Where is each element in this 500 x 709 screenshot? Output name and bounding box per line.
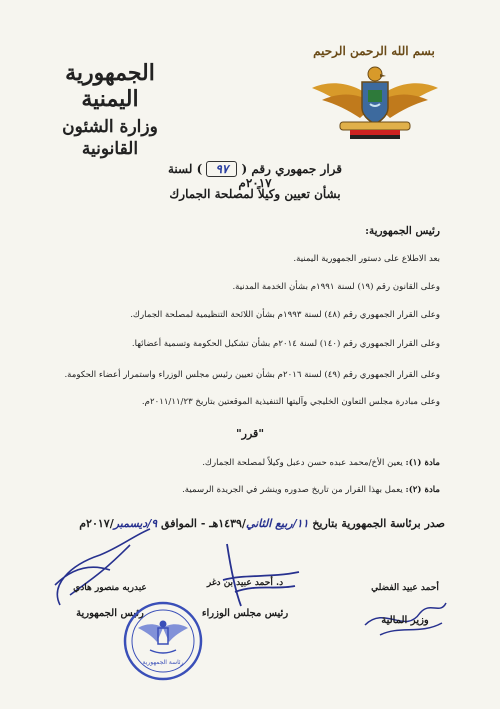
preamble-line: وعلى القرار الجمهوري رقم (١٤٠) لسنة ٢٠١٤م بشأن تشكيل الحكومة وتسمية أعضائها. (131, 339, 440, 349)
hijri-day: ١١/ (292, 517, 309, 530)
prime-minister-signature (190, 578, 300, 619)
decree-subject: بشأن تعيين وكيلاً لمصلحة الجمارك (169, 187, 341, 201)
issued-prefix: صدر برئاسة الجمهورية بتاريخ (312, 517, 445, 530)
preamble-line: وعلى القانون رقم (١٩) لسنة ١٩٩١م بشأن الخدمة المدنية. (232, 282, 440, 292)
title-prefix: قرار جمهوري رقم ( (241, 162, 343, 176)
finance-minister-signature (355, 583, 455, 626)
article-1 (202, 458, 440, 468)
preamble-line: بعد الاطلاع على دستور الجمهورية اليمنية. (293, 254, 440, 264)
decree-title (155, 162, 355, 190)
greg-month: ديسمبر (113, 517, 148, 530)
article-label: مادة (٢): (405, 485, 440, 495)
prime-minister-title: رئيس مجلس الوزراء (201, 608, 289, 619)
prime-minister-name: د. أحمد عبيد بن دغر (206, 578, 284, 588)
preamble-line: وعلى القرار الجمهوري رقم (٤٨) لسنة ١٩٩٣م بشأن اللائحة التنظيمية لمصلحة الجمارك. (130, 310, 440, 320)
article-text: يعين الأخ/محمد عبده حسن دعبل وكيلاً لمصلحة الجمارك. (202, 458, 403, 468)
hijri-year: /١٤٣٩هـ (209, 517, 246, 530)
preamble-heading: رئيس الجمهورية: (365, 225, 440, 237)
president-title: رئيس الجمهورية (76, 608, 144, 619)
article-2 (182, 485, 440, 495)
yemen-emblem-icon (310, 60, 440, 140)
article-label: مادة (١): (405, 458, 440, 468)
government-header (40, 60, 180, 160)
decree-number: ٩٧ (206, 161, 237, 177)
greg-day: ٩/ (147, 517, 158, 530)
finance-minister-name: أحمد عبيد الفضلي (371, 583, 439, 593)
greg-year: /٢٠١٧م (79, 517, 114, 530)
title-suffix: ) لسنة ٢٠١٧م (167, 162, 272, 190)
basmala-text: بسم الله الرحمن الرحيم (313, 44, 435, 58)
date-separator: - الموافق (161, 517, 206, 530)
article-text: يعمل بهذا القرار من تاريخ صدوره وينشر في الجريدة الرسمية. (182, 485, 403, 495)
finance-minister-title: وزير المالية (381, 615, 429, 626)
country-name: الجمهورية اليمنية (65, 60, 155, 112)
ministry-name: وزارة الشئون القانونية (62, 117, 158, 159)
decides-word: قرر (241, 427, 259, 440)
preamble-line: وعلى مبادرة مجلس التعاون الخليجي وآليتها التنفيذية الموقعتين بتاريخ ٢٠١١/١١/٢٣م. (141, 397, 440, 407)
seal-text: رئاسة الجمهورية (142, 659, 184, 666)
hijri-month: ربيع الثاني (245, 517, 293, 530)
presidency-seal-icon (122, 600, 204, 682)
preamble-line: وعلى القرار الجمهوري رقم (٤٩) لسنة ٢٠١٦م بشأن تعيين رئيس مجلس الوزراء واستمرار أعضاء الحكومة. (64, 370, 440, 380)
decides-heading: "قرر" (235, 427, 265, 440)
president-name: عبدربه منصور هادي (73, 583, 147, 593)
